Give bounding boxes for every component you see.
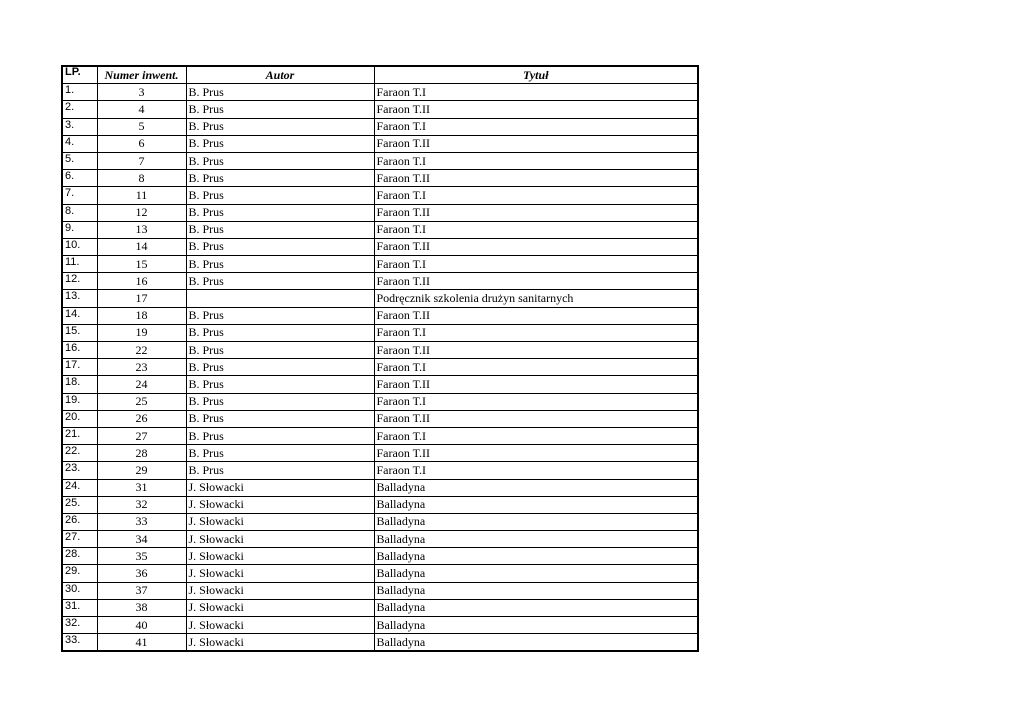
cell-numer-inwent: 33 [97, 513, 186, 530]
cell-lp: 21. [62, 427, 97, 444]
table-row [62, 324, 698, 341]
cell-lp: 17. [62, 359, 97, 376]
table-row [62, 118, 698, 135]
cell-tytul: Faraon T.II [374, 238, 698, 255]
table-row [62, 359, 698, 376]
cell-autor: J. Słowacki [186, 548, 374, 565]
cell-numer-inwent: 41 [97, 634, 186, 652]
table-row [62, 445, 698, 462]
cell-lp: 3. [62, 118, 97, 135]
cell-tytul: Faraon T.II [374, 342, 698, 359]
cell-autor: B. Prus [186, 170, 374, 187]
table-row [62, 513, 698, 530]
cell-tytul: Faraon T.I [374, 462, 698, 479]
cell-lp: 1. [62, 84, 97, 101]
cell-numer-inwent: 17 [97, 290, 186, 307]
table-row [62, 565, 698, 582]
cell-numer-inwent: 4 [97, 101, 186, 118]
cell-lp: 6. [62, 170, 97, 187]
table-row [62, 599, 698, 616]
table-row [62, 376, 698, 393]
cell-tytul: Faraon T.I [374, 152, 698, 169]
cell-numer-inwent: 15 [97, 256, 186, 273]
cell-autor: B. Prus [186, 359, 374, 376]
cell-lp: 16. [62, 342, 97, 359]
cell-numer-inwent: 16 [97, 273, 186, 290]
cell-tytul: Balladyna [374, 513, 698, 530]
cell-numer-inwent: 34 [97, 531, 186, 548]
cell-lp: 23. [62, 462, 97, 479]
header-lp: LP. [62, 66, 97, 84]
header-autor: Autor [186, 66, 374, 84]
cell-autor: B. Prus [186, 307, 374, 324]
table-row [62, 307, 698, 324]
cell-autor: B. Prus [186, 187, 374, 204]
cell-autor: B. Prus [186, 84, 374, 101]
cell-tytul: Faraon T.I [374, 359, 698, 376]
cell-lp: 31. [62, 599, 97, 616]
cell-lp: 32. [62, 617, 97, 634]
cell-lp: 11. [62, 256, 97, 273]
table-row [62, 617, 698, 634]
cell-autor: B. Prus [186, 152, 374, 169]
cell-tytul: Faraon T.II [374, 273, 698, 290]
table-row [62, 170, 698, 187]
cell-lp: 18. [62, 376, 97, 393]
cell-lp: 8. [62, 204, 97, 221]
table-row [62, 531, 698, 548]
cell-autor: B. Prus [186, 427, 374, 444]
table-row [62, 187, 698, 204]
cell-numer-inwent: 38 [97, 599, 186, 616]
cell-numer-inwent: 22 [97, 342, 186, 359]
cell-tytul: Faraon T.II [374, 204, 698, 221]
cell-numer-inwent: 37 [97, 582, 186, 599]
cell-numer-inwent: 7 [97, 152, 186, 169]
cell-tytul: Faraon T.II [374, 307, 698, 324]
cell-tytul: Podręcznik szkolenia drużyn sanitarnych [374, 290, 698, 307]
cell-autor: B. Prus [186, 410, 374, 427]
header-tytul: Tytuł [374, 66, 698, 84]
cell-numer-inwent: 25 [97, 393, 186, 410]
cell-numer-inwent: 29 [97, 462, 186, 479]
table-row [62, 548, 698, 565]
table-body [62, 84, 698, 652]
table-row [62, 256, 698, 273]
table-row [62, 427, 698, 444]
cell-numer-inwent: 31 [97, 479, 186, 496]
cell-autor: J. Słowacki [186, 513, 374, 530]
table-row [62, 342, 698, 359]
cell-numer-inwent: 35 [97, 548, 186, 565]
cell-numer-inwent: 40 [97, 617, 186, 634]
cell-tytul: Faraon T.I [374, 221, 698, 238]
cell-tytul: Faraon T.I [374, 187, 698, 204]
cell-autor: B. Prus [186, 342, 374, 359]
cell-numer-inwent: 12 [97, 204, 186, 221]
cell-tytul: Faraon T.I [374, 84, 698, 101]
cell-tytul: Balladyna [374, 617, 698, 634]
cell-autor: J. Słowacki [186, 531, 374, 548]
cell-lp: 9. [62, 221, 97, 238]
cell-lp: 5. [62, 152, 97, 169]
table-row [62, 393, 698, 410]
cell-autor: J. Słowacki [186, 634, 374, 652]
header-numer-inwent: Numer inwent. [97, 66, 186, 84]
table-row [62, 634, 698, 652]
cell-tytul: Faraon T.II [374, 376, 698, 393]
table-row [62, 582, 698, 599]
cell-autor: B. Prus [186, 445, 374, 462]
cell-lp: 29. [62, 565, 97, 582]
inventory-table [61, 65, 699, 652]
cell-lp: 26. [62, 513, 97, 530]
cell-lp: 4. [62, 135, 97, 152]
cell-tytul: Faraon T.II [374, 170, 698, 187]
cell-tytul: Faraon T.I [374, 427, 698, 444]
cell-tytul: Faraon T.II [374, 135, 698, 152]
cell-numer-inwent: 28 [97, 445, 186, 462]
cell-autor: B. Prus [186, 324, 374, 341]
table-row [62, 152, 698, 169]
cell-autor: B. Prus [186, 376, 374, 393]
table-row [62, 479, 698, 496]
cell-numer-inwent: 27 [97, 427, 186, 444]
cell-numer-inwent: 18 [97, 307, 186, 324]
cell-numer-inwent: 13 [97, 221, 186, 238]
cell-tytul: Faraon T.II [374, 410, 698, 427]
cell-autor: B. Prus [186, 221, 374, 238]
cell-lp: 19. [62, 393, 97, 410]
cell-autor: J. Słowacki [186, 496, 374, 513]
table-row [62, 135, 698, 152]
cell-tytul: Balladyna [374, 548, 698, 565]
cell-numer-inwent: 26 [97, 410, 186, 427]
cell-lp: 27. [62, 531, 97, 548]
cell-tytul: Balladyna [374, 496, 698, 513]
cell-tytul: Balladyna [374, 582, 698, 599]
cell-tytul: Faraon T.I [374, 324, 698, 341]
cell-numer-inwent: 11 [97, 187, 186, 204]
cell-tytul: Faraon T.II [374, 445, 698, 462]
cell-lp: 20. [62, 410, 97, 427]
cell-autor: B. Prus [186, 204, 374, 221]
table-row [62, 273, 698, 290]
cell-autor: J. Słowacki [186, 617, 374, 634]
cell-autor: B. Prus [186, 101, 374, 118]
cell-numer-inwent: 5 [97, 118, 186, 135]
cell-numer-inwent: 36 [97, 565, 186, 582]
cell-autor: J. Słowacki [186, 582, 374, 599]
table-row [62, 84, 698, 101]
table-row [62, 101, 698, 118]
cell-lp: 13. [62, 290, 97, 307]
cell-numer-inwent: 24 [97, 376, 186, 393]
cell-lp: 28. [62, 548, 97, 565]
cell-lp: 24. [62, 479, 97, 496]
cell-tytul: Faraon T.I [374, 393, 698, 410]
cell-autor: J. Słowacki [186, 479, 374, 496]
cell-lp: 14. [62, 307, 97, 324]
table-row [62, 238, 698, 255]
cell-numer-inwent: 19 [97, 324, 186, 341]
cell-tytul: Balladyna [374, 479, 698, 496]
cell-lp: 22. [62, 445, 97, 462]
cell-autor: B. Prus [186, 462, 374, 479]
cell-tytul: Faraon T.I [374, 256, 698, 273]
cell-tytul: Balladyna [374, 634, 698, 652]
cell-lp: 2. [62, 101, 97, 118]
cell-tytul: Faraon T.I [374, 118, 698, 135]
table-row [62, 204, 698, 221]
cell-autor: B. Prus [186, 118, 374, 135]
cell-numer-inwent: 6 [97, 135, 186, 152]
cell-autor [186, 290, 374, 307]
cell-autor: B. Prus [186, 256, 374, 273]
cell-numer-inwent: 23 [97, 359, 186, 376]
cell-autor: B. Prus [186, 273, 374, 290]
table-row [62, 462, 698, 479]
cell-autor: J. Słowacki [186, 565, 374, 582]
table-row [62, 221, 698, 238]
cell-lp: 25. [62, 496, 97, 513]
table-row [62, 290, 698, 307]
cell-autor: B. Prus [186, 238, 374, 255]
cell-lp: 15. [62, 324, 97, 341]
table-row [62, 496, 698, 513]
table-header [62, 66, 698, 84]
cell-numer-inwent: 32 [97, 496, 186, 513]
cell-tytul: Balladyna [374, 599, 698, 616]
cell-lp: 33. [62, 634, 97, 652]
cell-lp: 7. [62, 187, 97, 204]
cell-numer-inwent: 14 [97, 238, 186, 255]
cell-numer-inwent: 8 [97, 170, 186, 187]
table-row [62, 410, 698, 427]
cell-tytul: Balladyna [374, 531, 698, 548]
cell-lp: 12. [62, 273, 97, 290]
cell-autor: B. Prus [186, 135, 374, 152]
cell-numer-inwent: 3 [97, 84, 186, 101]
cell-autor: J. Słowacki [186, 599, 374, 616]
cell-tytul: Balladyna [374, 565, 698, 582]
cell-tytul: Faraon T.II [374, 101, 698, 118]
cell-lp: 10. [62, 238, 97, 255]
cell-autor: B. Prus [186, 393, 374, 410]
header-row [62, 66, 698, 84]
cell-lp: 30. [62, 582, 97, 599]
